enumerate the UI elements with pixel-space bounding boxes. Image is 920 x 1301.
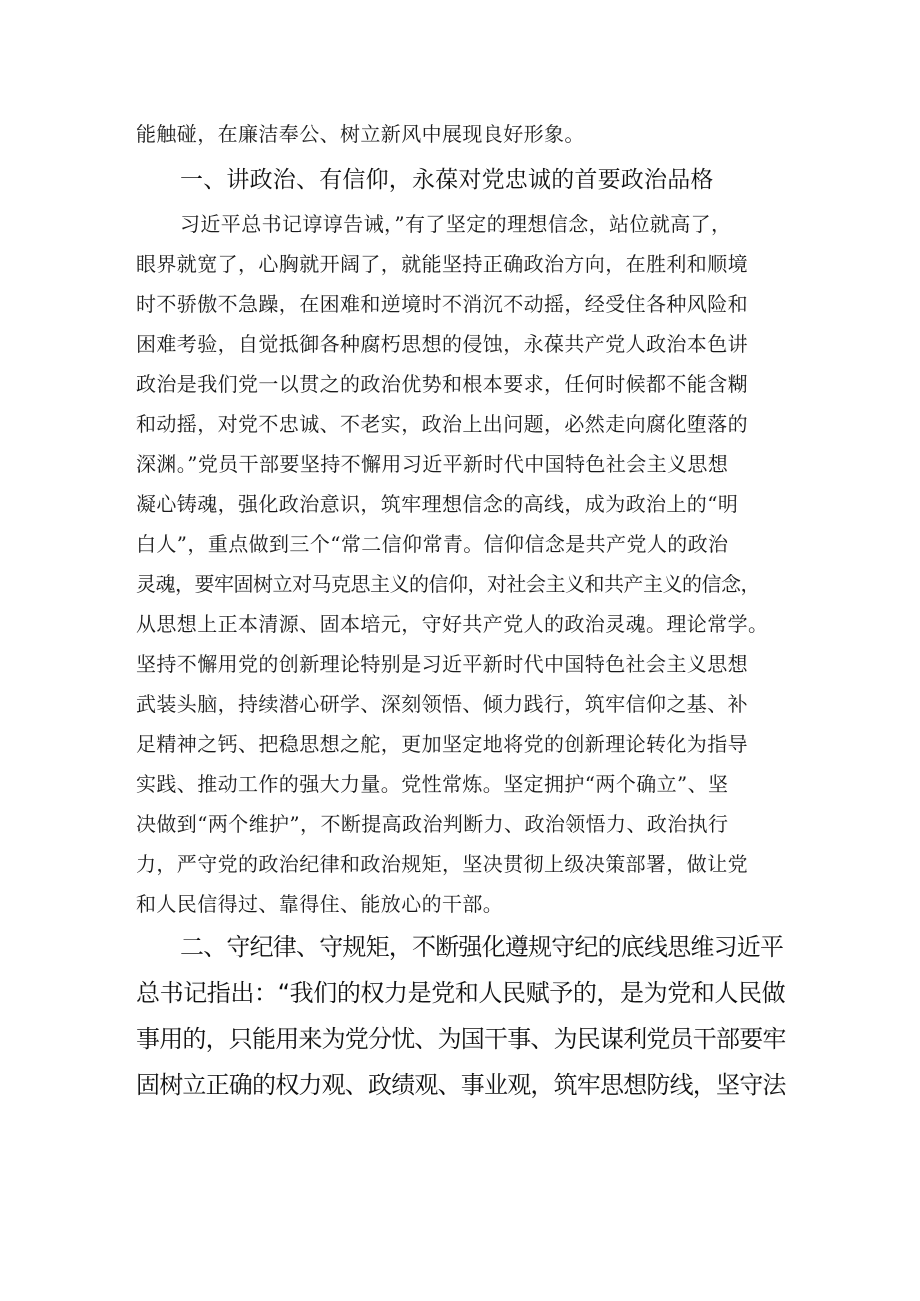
- section-1-line: 和人民信得过、靠得住、能放心的干部。: [136, 892, 504, 916]
- section-1-line: 困难考验，自觉抵御各种腐朽思想的侵蚀，永葆共产党人政治本色讲: [136, 332, 748, 356]
- section-1-line: 灵魂，要牢固树立对马克思主义的信仰，对社会主义和共产主义的信念，: [136, 572, 760, 596]
- section-2-line: 固树立正确的权力观、政绩观、事业观，筑牢思想防线，坚守法: [136, 1071, 786, 1099]
- section-1-line: 力，严守党的政治纪律和政治规矩，坚决贯彻上级决策部署，做让党: [136, 852, 748, 876]
- section-1-line: 深渊。”党员干部要坚持不懈用习近平新时代中国特色社会主义思想: [136, 452, 729, 476]
- section-1-line: 习近平总书记谆谆告诫，”有了坚定的理想信念，站位就高了，: [180, 212, 732, 236]
- section-1-heading: 一、讲政治、有信仰，永葆对党忠诚的首要政治品格: [180, 167, 714, 193]
- section-1-line: 坚持不懈用党的创新理论特别是习近平新时代中国特色社会主义思想: [136, 652, 748, 676]
- opening-line: 能触碰，在廉洁奉公、树立新风中展现良好形象。: [136, 122, 585, 146]
- section-2-heading-line: 二、守纪律、守规矩，不断强化遵规守纪的底线思维习近平: [180, 933, 784, 961]
- section-1-line: 凝心铸魂，强化政治意识，筑牢理想信念的高线，成为政治上的“明: [136, 492, 739, 516]
- section-1-line: 足精神之钙、把稳思想之舵，更加坚定地将党的创新理论转化为指导: [136, 732, 748, 756]
- section-1-line: 政治是我们党一以贯之的政治优势和根本要求，任何时候都不能含糊: [136, 372, 748, 396]
- section-1-line: 武装头脑，持续潜心研学、深刻领悟、倾力践行，筑牢信仰之基、补: [136, 692, 748, 716]
- section-1-line: 时不骄傲不急躁，在困难和逆境时不消沉不动摇，经受住各种风险和: [136, 292, 748, 316]
- section-1-line: 眼界就宽了，心胸就开阔了，就能坚持正确政治方向，在胜利和顺境: [136, 252, 748, 276]
- section-2-line: 事用的，只能用来为党分忧、为国干事、为民谋利党员干部要牢: [136, 1025, 786, 1053]
- section-2-line: 总书记指出：“我们的权力是党和人民赋予的，是为党和人民做: [136, 979, 786, 1007]
- section-1-line: 白人”，重点做到三个“常二信仰常青。信仰信念是共产党人的政治: [136, 532, 729, 556]
- section-1-line: 从思想上正本清源、固本培元，守好共产党人的政治灵魂。理论常学。: [136, 612, 769, 636]
- section-1-line: 决做到“两个维护”，不断提高政治判断力、政治领悟力、政治执行: [136, 812, 729, 836]
- section-1-line: 实践、推动工作的强大力量。党性常炼。坚定拥护“两个确立”、坚: [136, 772, 729, 796]
- section-1-line: 和动摇，对党不忠诚、不老实，政治上出问题，必然走向腐化堕落的: [136, 412, 748, 436]
